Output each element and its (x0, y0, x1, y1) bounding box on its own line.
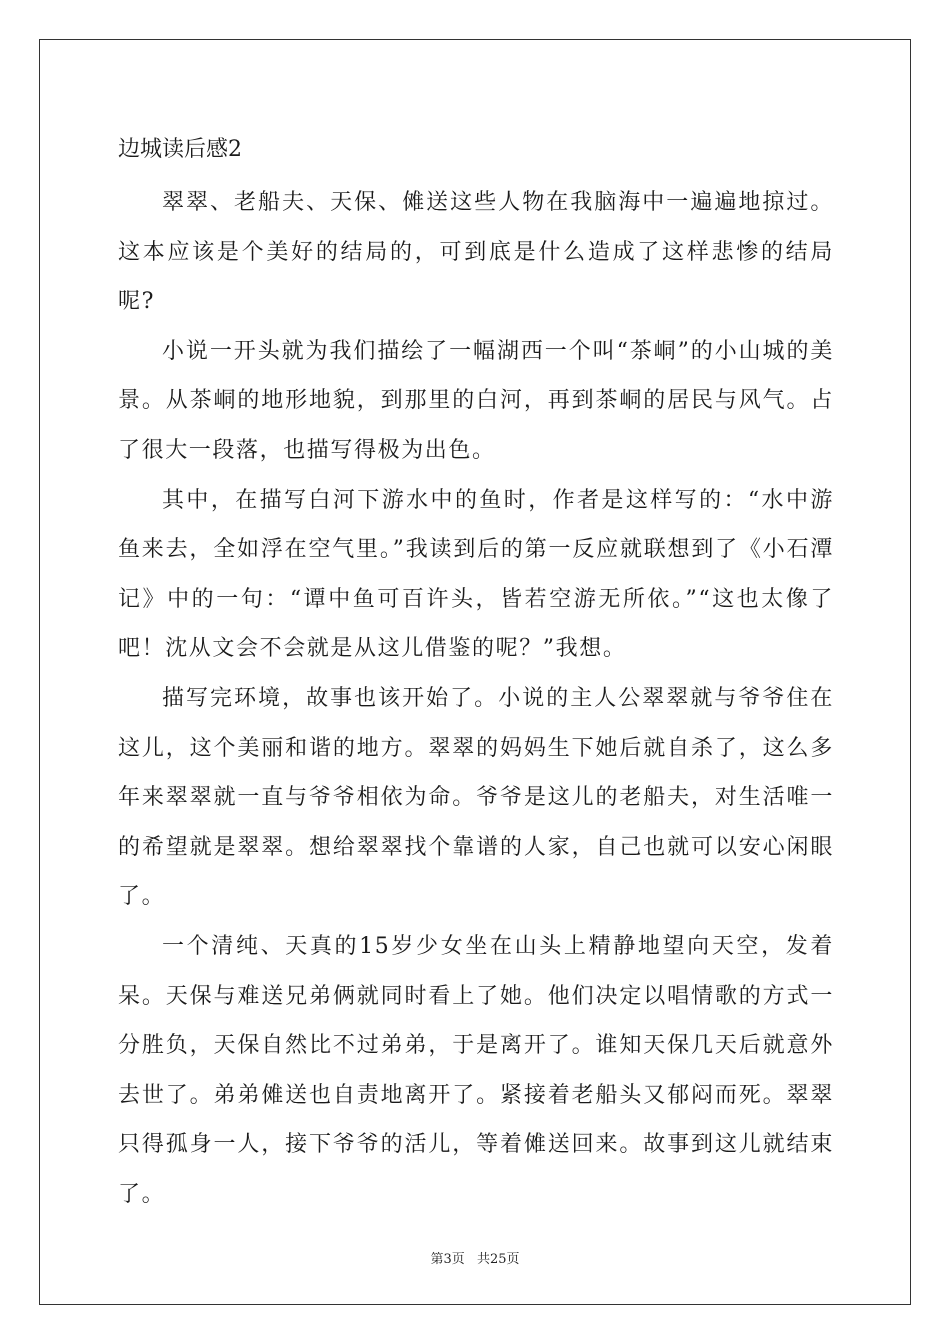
page-total: 共25页 (476, 1252, 520, 1267)
page-footer (0, 1248, 950, 1267)
document-title: 边城读后感2 (118, 137, 242, 162)
paragraph-1: 翠翠、老船夫、天保、傩送这些人物在我脑海中一遍遍地掠过。这本应该是个美好的结局的，可到底是什么造成了这样悲惨的结局呢? (118, 190, 834, 315)
page-number: 第3页 (430, 1252, 465, 1267)
paragraph-5: 一个清纯、天真的15岁少女坐在山头上精静地望向天空，发着呆。天保与难送兄弟俩就同时看上了她。他们决定以唱情歌的方式一分胜负，天保自然比不过弟弟，于是离开了。谁知天保几天后就意外去世了。弟弟傩送也自责地离开了。紧接着老船头又郁闷而死。翠翠只得孤身一人，接下爷爷的活儿，等着傩送回来。故事到这儿就结束了。 (118, 933, 834, 1207)
paragraph-3: 其中，在描写白河下游水中的鱼时，作者是这样写的：“水中游鱼来去，全如浮在空气里。”我读到后的第一反应就联想到了《小石潭记》中的一句：“谭中鱼可百许头，皆若空游无所依。”“这也太像了吧！沈从文会不会就是从这儿借鉴的呢？”我想。 (118, 487, 834, 662)
document-body (118, 128, 834, 1219)
paragraph-4: 描写完环境，故事也该开始了。小说的主人公翠翠就与爷爷住在这儿，这个美丽和谐的地方。翠翠的妈妈生下她后就自杀了，这么多年来翠翠就一直与爷爷相依为命。爷爷是这儿的老船夫，对生活唯一的希望就是翠翠。想给翠翠找个靠谱的人家，自己也就可以安心闲眼了。 (118, 685, 834, 910)
paragraph-2: 小说一开头就为我们描绘了一幅湖西一个叫“茶峒”的小山城的美景。从茶峒的地形地貌，到那里的白河，再到茶峒的居民与风气。占了很大一段落，也描写得极为出色。 (118, 338, 834, 463)
